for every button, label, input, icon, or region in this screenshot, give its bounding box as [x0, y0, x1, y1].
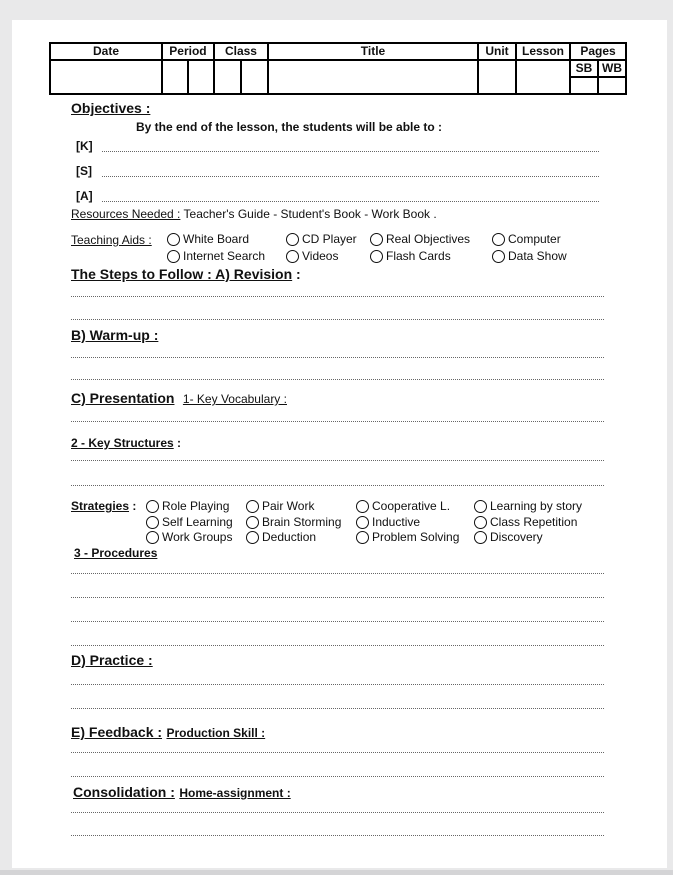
feedback-row	[71, 724, 265, 742]
aid-internet-search[interactable]: Internet Search	[167, 249, 265, 263]
radio-icon	[167, 250, 180, 263]
radio-icon	[474, 516, 487, 529]
objective-s-line[interactable]	[102, 176, 599, 177]
strategy-deduction[interactable]: Deduction	[246, 530, 316, 544]
radio-icon	[492, 250, 505, 263]
objective-s-label: [S]	[76, 164, 92, 178]
feedback-heading: E) Feedback :	[71, 724, 163, 740]
lesson-plan-page	[12, 20, 667, 868]
steps-heading: The Steps to Follow : A) Revision	[71, 266, 293, 282]
procedures-line-3[interactable]	[71, 621, 604, 622]
strategy-class-repetition[interactable]: Class Repetition	[474, 515, 577, 529]
date-cell[interactable]	[50, 60, 162, 94]
aid-videos[interactable]: Videos	[286, 249, 338, 263]
radio-icon	[246, 531, 259, 544]
class-cell-1[interactable]	[214, 60, 241, 94]
aid-data-show[interactable]: Data Show	[492, 249, 567, 263]
strategy-role-playing[interactable]: Role Playing	[146, 499, 229, 513]
strategy-brain-storming[interactable]: Brain Storming	[246, 515, 341, 529]
home-assignment-label: Home-assignment :	[179, 786, 291, 800]
warmup-line-2[interactable]	[71, 379, 604, 380]
strategy-discovery[interactable]: Discovery	[474, 530, 543, 544]
structures-line-1[interactable]	[71, 460, 604, 461]
title-cell[interactable]	[268, 60, 478, 94]
strategy-self-learning[interactable]: Self Learning	[146, 515, 233, 529]
strategy-problem-solving[interactable]: Problem Solving	[356, 530, 459, 544]
objective-k-label: [K]	[76, 139, 93, 153]
procedures-label: 3 - Procedures	[74, 546, 158, 560]
radio-icon	[286, 233, 299, 246]
strategy-work-groups[interactable]: Work Groups	[146, 530, 232, 544]
aid-real-objectives[interactable]: Real Objectives	[370, 232, 470, 246]
radio-icon	[356, 516, 369, 529]
key-vocabulary-label: 1- Key Vocabulary :	[182, 392, 287, 406]
objectives-intro: By the end of the lesson, the students will be able to :	[136, 120, 443, 134]
sb-cell[interactable]	[570, 77, 598, 94]
radio-icon	[167, 233, 180, 246]
presentation-heading: C) Presentation	[71, 390, 175, 406]
pages-header: Pages	[570, 43, 626, 60]
revision-line-1[interactable]	[71, 296, 604, 297]
header-table	[49, 42, 627, 95]
radio-icon	[356, 500, 369, 513]
key-structures-row: 2 - Key Structures :	[71, 436, 182, 450]
resources-label: Resources Needed :	[71, 207, 181, 221]
lesson-header: Lesson	[516, 43, 570, 60]
objectives-heading: Objectives :	[71, 100, 151, 116]
revision-line-2[interactable]	[71, 319, 604, 320]
procedures-line-2[interactable]	[71, 597, 604, 598]
teaching-aids-label: Teaching Aids :	[71, 233, 152, 247]
lesson-cell[interactable]	[516, 60, 570, 94]
consolidation-line-1[interactable]	[71, 812, 604, 813]
bottom-strip	[0, 870, 673, 875]
strategy-cooperative[interactable]: Cooperative L.	[356, 499, 450, 513]
class-header: Class	[214, 43, 268, 60]
vocabulary-line[interactable]	[71, 421, 604, 422]
production-skill-label: Production Skill :	[166, 726, 266, 740]
warmup-heading: B) Warm-up :	[71, 327, 159, 343]
radio-icon	[286, 250, 299, 263]
key-structures-label: 2 - Key Structures	[71, 436, 174, 450]
date-header: Date	[50, 43, 162, 60]
wb-cell[interactable]	[598, 77, 626, 94]
unit-cell[interactable]	[478, 60, 516, 94]
radio-icon	[246, 516, 259, 529]
consolidation-line-2[interactable]	[71, 835, 604, 836]
procedures-line-1[interactable]	[71, 573, 604, 574]
unit-header: Unit	[478, 43, 516, 60]
aid-cd-player[interactable]: CD Player	[286, 232, 357, 246]
radio-icon	[146, 531, 159, 544]
strategy-pair-work[interactable]: Pair Work	[246, 499, 314, 513]
objective-k-line[interactable]	[102, 151, 599, 152]
radio-icon	[356, 531, 369, 544]
objective-a-label: [A]	[76, 189, 93, 203]
objective-a-line[interactable]	[102, 201, 599, 202]
warmup-line-1[interactable]	[71, 357, 604, 358]
consolidation-heading: Consolidation :	[73, 784, 175, 800]
strategies-row: Strategies :	[71, 499, 137, 513]
radio-icon	[370, 233, 383, 246]
radio-icon	[146, 500, 159, 513]
class-cell-2[interactable]	[241, 60, 268, 94]
consolidation-row	[73, 784, 291, 802]
aid-computer[interactable]: Computer	[492, 232, 561, 246]
sb-header: SB	[570, 60, 598, 77]
strategy-inductive[interactable]: Inductive	[356, 515, 420, 529]
period-header: Period	[162, 43, 214, 60]
practice-line-2[interactable]	[71, 708, 604, 709]
feedback-line-1[interactable]	[71, 752, 604, 753]
title-header: Title	[268, 43, 478, 60]
feedback-line-2[interactable]	[71, 776, 604, 777]
wb-header: WB	[598, 60, 626, 77]
presentation-row	[71, 390, 287, 408]
strategies-label: Strategies	[71, 499, 130, 513]
radio-icon	[474, 531, 487, 544]
aid-white-board[interactable]: White Board	[167, 232, 249, 246]
practice-line-1[interactable]	[71, 684, 604, 685]
structures-line-2[interactable]	[71, 485, 604, 486]
resources-row	[71, 207, 437, 221]
radio-icon	[146, 516, 159, 529]
period-cell-2[interactable]	[188, 60, 214, 94]
radio-icon	[370, 250, 383, 263]
radio-icon	[246, 500, 259, 513]
procedures-line-4[interactable]	[71, 645, 604, 646]
practice-heading: D) Practice :	[71, 652, 153, 668]
steps-heading-row: The Steps to Follow : A) Revision :	[71, 266, 301, 282]
aid-flash-cards[interactable]: Flash Cards	[370, 249, 451, 263]
resources-text: Teacher's Guide - Student's Book - Work Book .	[183, 207, 437, 221]
strategy-learning-by-story[interactable]: Learning by story	[474, 499, 582, 513]
period-cell-1[interactable]	[162, 60, 188, 94]
radio-icon	[492, 233, 505, 246]
radio-icon	[474, 500, 487, 513]
